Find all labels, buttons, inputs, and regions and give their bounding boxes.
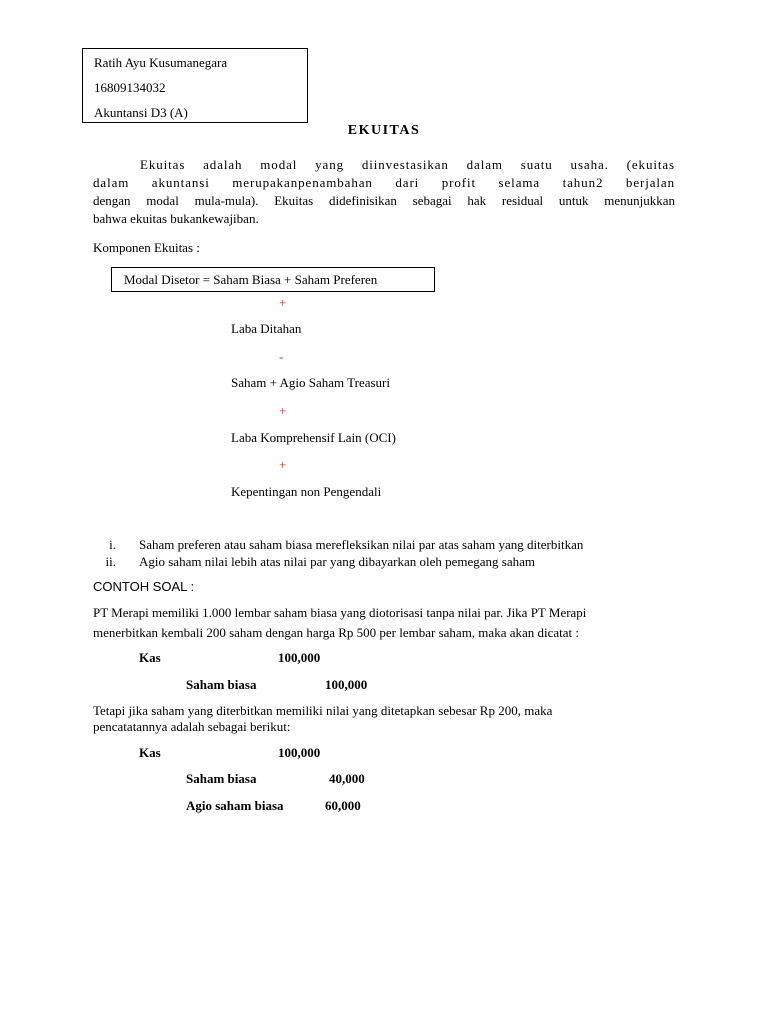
journal2-amount-saham: 40,000 bbox=[329, 771, 365, 786]
formula-box bbox=[111, 267, 435, 292]
journal1-amount-saham: 100,000 bbox=[325, 677, 368, 692]
note-2-number: ii. bbox=[105, 554, 116, 569]
note-2-text: Agio saham nilai lebih atas nilai par yang dibayarkan oleh pemegang saham bbox=[139, 554, 536, 569]
intro-line-3: dengan modal mula-mula). Ekuitas didefinisikan sebagai hak residual untuk menunjukkan bbox=[93, 193, 675, 208]
journal2-amount-agio: 60,000 bbox=[325, 798, 361, 813]
intro-line-1: Ekuitas adalah modal yang diinvestasikan dalam suatu usaha. (ekuitas bbox=[140, 157, 675, 172]
journal1-amount-kas: 100,000 bbox=[278, 650, 321, 665]
component-treasury-stock: Saham + Agio Saham Treasuri bbox=[231, 375, 390, 390]
example-heading: CONTOH SOAL : bbox=[93, 579, 195, 594]
journal2-amount-kas: 100,000 bbox=[278, 745, 321, 760]
component-oci: Laba Komprehensif Lain (OCI) bbox=[231, 430, 396, 445]
case2-line-1: Tetapi jika saham yang diterbitkan memiliki nilai yang ditetapkan sebesar Rp 200, maka bbox=[93, 703, 553, 718]
journal2-account-saham: Saham biasa bbox=[186, 771, 257, 786]
note-1-number: i. bbox=[109, 537, 116, 552]
operator-plus-1: + bbox=[279, 295, 287, 310]
intro-paragraph bbox=[93, 156, 675, 228]
operator-plus-3: + bbox=[279, 457, 287, 472]
operator-minus: - bbox=[279, 349, 284, 364]
student-id: 16809134032 bbox=[94, 80, 166, 95]
note-1-text: Saham preferen atau saham biasa merefleksikan nilai par atas saham yang diterbitkan bbox=[139, 537, 584, 552]
journal2-account-kas: Kas bbox=[139, 745, 161, 760]
intro-line-4: bahwa ekuitas bukankewajiban. bbox=[93, 211, 259, 226]
case2-line-2: pencatatannya adalah sebagai berikut: bbox=[93, 719, 291, 734]
intro-line-2: dalam akuntansi merupakanpenambahan dari profit selama tahun2 berjalan bbox=[93, 175, 675, 190]
formula-text: Modal Disetor = Saham Biasa + Saham Preferen bbox=[124, 272, 378, 287]
journal1-account-kas: Kas bbox=[139, 650, 161, 665]
student-name: Ratih Ayu Kusumanegara bbox=[94, 55, 228, 70]
journal1-account-saham: Saham biasa bbox=[186, 677, 257, 692]
components-heading: Komponen Ekuitas : bbox=[93, 240, 200, 255]
student-info-box bbox=[82, 48, 308, 123]
case1-line-1: PT Merapi memiliki 1.000 lembar saham biasa yang diotorisasi tanpa nilai par. Jika PT Merapi bbox=[93, 605, 587, 620]
component-non-controlling: Kepentingan non Pengendali bbox=[231, 484, 382, 499]
case1-line-2: menerbitkan kembali 200 saham dengan harga Rp 500 per lembar saham, maka akan dicatat : bbox=[93, 625, 580, 640]
journal2-account-agio: Agio saham biasa bbox=[186, 798, 284, 813]
component-laba-ditahan: Laba Ditahan bbox=[231, 321, 302, 336]
page-title: EKUITAS bbox=[347, 123, 421, 138]
student-class: Akuntansi D3 (A) bbox=[94, 105, 188, 120]
operator-plus-2: + bbox=[279, 403, 287, 418]
